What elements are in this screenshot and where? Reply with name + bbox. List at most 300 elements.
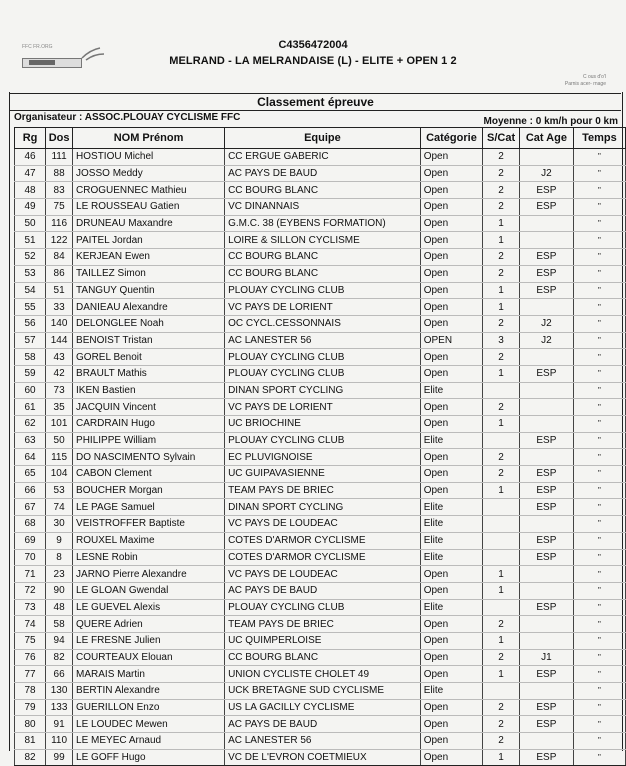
cell-age-category: [519, 399, 573, 416]
cell-rider-name: JOSSO Meddy: [73, 165, 225, 182]
cell-bib: 8: [46, 549, 73, 566]
cell-bib: 82: [46, 649, 73, 666]
cell-rank: 79: [15, 699, 46, 716]
table-row: [15, 516, 626, 533]
cell-bib: 88: [46, 165, 73, 182]
table-row: [15, 449, 626, 466]
cell-bib: 75: [46, 199, 73, 216]
classement-title: Classement épreuve: [10, 93, 621, 111]
cell-category: Elite: [420, 382, 482, 399]
cell-rider-name: LE MEYEC Arnaud: [73, 733, 225, 750]
cell-subcategory: 2: [483, 699, 520, 716]
cell-bib: 91: [46, 716, 73, 733]
cell-category: Open: [420, 215, 482, 232]
cell-team: DINAN SPORT CYCLING: [225, 499, 421, 516]
cell-rank: 50: [15, 215, 46, 232]
cell-time: ": [573, 482, 625, 499]
cell-category: Open: [420, 299, 482, 316]
cell-bib: 144: [46, 332, 73, 349]
cell-subcategory: 2: [483, 149, 520, 166]
cell-bib: 90: [46, 582, 73, 599]
cell-rank: 65: [15, 466, 46, 483]
cell-team: UC BRIOCHINE: [225, 416, 421, 433]
cell-rank: 53: [15, 265, 46, 282]
cell-rank: 59: [15, 365, 46, 382]
cell-category: Open: [420, 416, 482, 433]
cell-category: Open: [420, 232, 482, 249]
cell-age-category: [519, 733, 573, 750]
cell-category: Elite: [420, 683, 482, 700]
cell-subcategory: 2: [483, 249, 520, 266]
cell-rank: 77: [15, 666, 46, 683]
cell-category: Open: [420, 249, 482, 266]
table-row: [15, 165, 626, 182]
cell-time: ": [573, 666, 625, 683]
cell-age-category: [519, 566, 573, 583]
table-row: [15, 599, 626, 616]
cell-team: CC BOURG BLANC: [225, 249, 421, 266]
cell-time: ": [573, 199, 625, 216]
table-row: [15, 749, 626, 766]
cell-team: UCK BRETAGNE SUD CYCLISME: [225, 683, 421, 700]
cell-category: Elite: [420, 516, 482, 533]
cell-rank: 69: [15, 532, 46, 549]
cell-bib: 33: [46, 299, 73, 316]
cell-age-category: ESP: [519, 432, 573, 449]
cell-time: ": [573, 683, 625, 700]
cell-team: TEAM PAYS DE BRIEC: [225, 482, 421, 499]
cell-rank: 57: [15, 332, 46, 349]
cell-rider-name: BOUCHER Morgan: [73, 482, 225, 499]
cell-rank: 80: [15, 716, 46, 733]
cell-bib: 42: [46, 365, 73, 382]
cell-rank: 78: [15, 683, 46, 700]
cell-time: ": [573, 649, 625, 666]
cell-rank: 48: [15, 182, 46, 199]
cell-team: UNION CYCLISTE CHOLET 49: [225, 666, 421, 683]
cell-age-category: ESP: [519, 749, 573, 766]
cell-category: Open: [420, 282, 482, 299]
cell-rider-name: LESNE Robin: [73, 549, 225, 566]
cell-rank: 68: [15, 516, 46, 533]
cell-team: PLOUAY CYCLING CLUB: [225, 365, 421, 382]
cell-subcategory: 2: [483, 466, 520, 483]
federation-logo-text: FFC FR.ORG: [22, 44, 53, 50]
cell-subcategory: 3: [483, 332, 520, 349]
table-row: [15, 299, 626, 316]
cell-rider-name: CABON Clement: [73, 466, 225, 483]
cell-bib: 86: [46, 265, 73, 282]
table-row: [15, 315, 626, 332]
cell-time: ": [573, 566, 625, 583]
table-row: [15, 182, 626, 199]
cell-time: ": [573, 549, 625, 566]
cell-bib: 130: [46, 683, 73, 700]
cell-category: Open: [420, 399, 482, 416]
table-row: [15, 716, 626, 733]
cell-subcategory: [483, 683, 520, 700]
cell-team: EC PLUVIGNOISE: [225, 449, 421, 466]
cell-rider-name: HOSTIOU Michel: [73, 149, 225, 166]
cell-team: VC PAYS DE LORIENT: [225, 399, 421, 416]
cell-category: Elite: [420, 499, 482, 516]
cell-rank: 49: [15, 199, 46, 216]
table-row: [15, 666, 626, 683]
cell-rider-name: KERJEAN Ewen: [73, 249, 225, 266]
cell-rank: 82: [15, 749, 46, 766]
cell-rank: 55: [15, 299, 46, 316]
cell-category: Open: [420, 699, 482, 716]
cell-rank: 63: [15, 432, 46, 449]
cell-bib: 23: [46, 566, 73, 583]
cell-subcategory: 1: [483, 416, 520, 433]
cell-bib: 94: [46, 632, 73, 649]
cell-bib: 48: [46, 599, 73, 616]
cell-age-category: [519, 516, 573, 533]
cell-rank: 54: [15, 282, 46, 299]
cell-subcategory: 2: [483, 265, 520, 282]
cell-age-category: J2: [519, 165, 573, 182]
table-row: [15, 349, 626, 366]
cell-category: Elite: [420, 432, 482, 449]
cell-team: PLOUAY CYCLING CLUB: [225, 432, 421, 449]
cell-team: COTES D'ARMOR CYCLISME: [225, 549, 421, 566]
cell-rank: 70: [15, 549, 46, 566]
cell-subcategory: 2: [483, 199, 520, 216]
cell-subcategory: 1: [483, 566, 520, 583]
cell-time: ": [573, 149, 625, 166]
cell-subcategory: 2: [483, 733, 520, 750]
cell-subcategory: [483, 532, 520, 549]
cell-time: ": [573, 249, 625, 266]
cell-subcategory: 2: [483, 616, 520, 633]
cell-category: OPEN: [420, 332, 482, 349]
cell-subcategory: 1: [483, 749, 520, 766]
cell-category: Open: [420, 733, 482, 750]
cell-team: AC PAYS DE BAUD: [225, 582, 421, 599]
results-table: [14, 127, 626, 766]
cell-team: LOIRE & SILLON CYCLISME: [225, 232, 421, 249]
cell-age-category: [519, 616, 573, 633]
cell-time: ": [573, 349, 625, 366]
cell-subcategory: 2: [483, 165, 520, 182]
cell-rank: 71: [15, 566, 46, 583]
table-row: [15, 632, 626, 649]
cell-team: G.M.C. 38 (EYBENS FORMATION): [225, 215, 421, 232]
cell-rider-name: LE GLOAN Gwendal: [73, 582, 225, 599]
cell-team: TEAM PAYS DE BRIEC: [225, 616, 421, 633]
cell-rider-name: LE LOUDEC Mewen: [73, 716, 225, 733]
cell-age-category: [519, 299, 573, 316]
cell-subcategory: 2: [483, 716, 520, 733]
cell-subcategory: 1: [483, 232, 520, 249]
cell-age-category: ESP: [519, 265, 573, 282]
cell-subcategory: 2: [483, 449, 520, 466]
cell-time: ": [573, 416, 625, 433]
table-row: [15, 566, 626, 583]
table-row: [15, 699, 626, 716]
col-header-dos: Dos: [46, 128, 73, 149]
cell-time: ": [573, 699, 625, 716]
cell-team: UC GUIPAVASIENNE: [225, 466, 421, 483]
col-header-nom: NOM Prénom: [73, 128, 225, 149]
cell-age-category: [519, 232, 573, 249]
cell-category: Open: [420, 632, 482, 649]
cell-age-category: [519, 215, 573, 232]
cell-category: Elite: [420, 549, 482, 566]
cell-age-category: ESP: [519, 532, 573, 549]
cell-age-category: ESP: [519, 199, 573, 216]
cell-category: Open: [420, 666, 482, 683]
table-row: [15, 215, 626, 232]
cell-age-category: ESP: [519, 499, 573, 516]
cell-rider-name: TANGUY Quentin: [73, 282, 225, 299]
cell-category: Open: [420, 349, 482, 366]
cell-rider-name: QUERE Adrien: [73, 616, 225, 633]
header-note-1: C ous d'o'l: [582, 74, 606, 80]
cell-rank: 73: [15, 599, 46, 616]
col-header-categorie: Catégorie: [420, 128, 482, 149]
cell-time: ": [573, 265, 625, 282]
cell-time: ": [573, 182, 625, 199]
cell-age-category: [519, 449, 573, 466]
table-row: [15, 432, 626, 449]
cell-rider-name: TAILLEZ Simon: [73, 265, 225, 282]
cell-age-category: ESP: [519, 182, 573, 199]
cell-category: Elite: [420, 532, 482, 549]
cell-rider-name: BENOIST Tristan: [73, 332, 225, 349]
cell-category: Open: [420, 566, 482, 583]
cell-rank: 56: [15, 315, 46, 332]
table-row: [15, 532, 626, 549]
cell-team: CC BOURG BLANC: [225, 265, 421, 282]
moyenne: Moyenne : 0 km/h pour 0 km: [483, 116, 618, 127]
cell-subcategory: 1: [483, 365, 520, 382]
cell-team: VC PAYS DE LORIENT: [225, 299, 421, 316]
cell-category: Elite: [420, 599, 482, 616]
col-header-scat: S/Cat: [483, 128, 520, 149]
cell-bib: 111: [46, 149, 73, 166]
cell-time: ": [573, 232, 625, 249]
cell-rider-name: GOREL Benoit: [73, 349, 225, 366]
cell-age-category: ESP: [519, 666, 573, 683]
cell-age-category: ESP: [519, 282, 573, 299]
cell-subcategory: [483, 549, 520, 566]
cell-category: Open: [420, 466, 482, 483]
cell-rank: 76: [15, 649, 46, 666]
cell-team: CC BOURG BLANC: [225, 182, 421, 199]
cell-time: ": [573, 716, 625, 733]
cell-subcategory: [483, 499, 520, 516]
cell-bib: 53: [46, 482, 73, 499]
cell-age-category: [519, 349, 573, 366]
cell-team: VC PAYS DE LOUDEAC: [225, 516, 421, 533]
cell-bib: 66: [46, 666, 73, 683]
cell-team: PLOUAY CYCLING CLUB: [225, 349, 421, 366]
cell-bib: 101: [46, 416, 73, 433]
cell-age-category: [519, 382, 573, 399]
cell-age-category: ESP: [519, 482, 573, 499]
cell-age-category: [519, 149, 573, 166]
cell-category: Open: [420, 749, 482, 766]
table-header-row: [15, 128, 626, 149]
cell-category: Open: [420, 182, 482, 199]
table-row: [15, 466, 626, 483]
cell-rider-name: JACQUIN Vincent: [73, 399, 225, 416]
cell-subcategory: 1: [483, 582, 520, 599]
col-header-equipe: Equipe: [225, 128, 421, 149]
cell-team: AC LANESTER 56: [225, 733, 421, 750]
table-row: [15, 649, 626, 666]
cell-time: ": [573, 315, 625, 332]
cell-team: AC PAYS DE BAUD: [225, 165, 421, 182]
cell-team: COTES D'ARMOR CYCLISME: [225, 532, 421, 549]
table-row: [15, 232, 626, 249]
cell-rank: 61: [15, 399, 46, 416]
table-row: [15, 549, 626, 566]
cell-category: Open: [420, 149, 482, 166]
cell-rank: 66: [15, 482, 46, 499]
cell-bib: 99: [46, 749, 73, 766]
cell-rank: 81: [15, 733, 46, 750]
table-row: [15, 499, 626, 516]
table-row: [15, 733, 626, 750]
cell-age-category: ESP: [519, 716, 573, 733]
cell-subcategory: 2: [483, 182, 520, 199]
cell-time: ": [573, 382, 625, 399]
table-row: [15, 249, 626, 266]
cell-rank: 58: [15, 349, 46, 366]
cell-category: Open: [420, 649, 482, 666]
cell-time: ": [573, 733, 625, 750]
cell-age-category: ESP: [519, 699, 573, 716]
cell-team: VC DE L'EVRON COETMIEUX: [225, 749, 421, 766]
cell-rider-name: BERTIN Alexandre: [73, 683, 225, 700]
cell-time: ": [573, 449, 625, 466]
table-row: [15, 199, 626, 216]
cell-rank: 60: [15, 382, 46, 399]
table-row: [15, 332, 626, 349]
cell-rider-name: DO NASCIMENTO Sylvain: [73, 449, 225, 466]
cell-age-category: J2: [519, 315, 573, 332]
cell-bib: 9: [46, 532, 73, 549]
cell-rank: 46: [15, 149, 46, 166]
cell-team: PLOUAY CYCLING CLUB: [225, 599, 421, 616]
cell-category: Open: [420, 315, 482, 332]
cell-age-category: [519, 582, 573, 599]
cell-age-category: J1: [519, 649, 573, 666]
cell-bib: 51: [46, 282, 73, 299]
cell-time: ": [573, 365, 625, 382]
race-code: C4356472004: [278, 39, 348, 51]
cell-category: Open: [420, 616, 482, 633]
cell-bib: 140: [46, 315, 73, 332]
cell-time: ": [573, 466, 625, 483]
cell-rank: 74: [15, 616, 46, 633]
table-row: [15, 265, 626, 282]
cell-subcategory: [483, 382, 520, 399]
cell-team: CC ERGUE GABERIC: [225, 149, 421, 166]
cell-bib: 30: [46, 516, 73, 533]
cell-rider-name: GUERILLON Enzo: [73, 699, 225, 716]
table-row: [15, 616, 626, 633]
cell-bib: 50: [46, 432, 73, 449]
table-row: [15, 482, 626, 499]
cell-rider-name: DELONGLEE Noah: [73, 315, 225, 332]
cell-rider-name: CARDRAIN Hugo: [73, 416, 225, 433]
cell-time: ": [573, 616, 625, 633]
cell-time: ": [573, 532, 625, 549]
table-row: [15, 416, 626, 433]
cell-subcategory: [483, 599, 520, 616]
cell-subcategory: 2: [483, 349, 520, 366]
cell-time: ": [573, 599, 625, 616]
cell-age-category: [519, 416, 573, 433]
cell-rider-name: LE FRESNE Julien: [73, 632, 225, 649]
cell-rider-name: LE GUEVEL Alexis: [73, 599, 225, 616]
organisateur: Organisateur : ASSOC.PLOUAY CYCLISME FFC: [14, 112, 241, 123]
cell-subcategory: 1: [483, 282, 520, 299]
cell-bib: 115: [46, 449, 73, 466]
cell-category: Open: [420, 449, 482, 466]
cell-team: AC LANESTER 56: [225, 332, 421, 349]
cell-rider-name: COURTEAUX Elouan: [73, 649, 225, 666]
cell-bib: 133: [46, 699, 73, 716]
cell-category: Open: [420, 716, 482, 733]
table-row: [15, 382, 626, 399]
table-row: [15, 399, 626, 416]
cell-subcategory: 2: [483, 399, 520, 416]
cell-bib: 116: [46, 215, 73, 232]
table-row: [15, 683, 626, 700]
cell-rider-name: VEISTROFFER Baptiste: [73, 516, 225, 533]
cell-age-category: [519, 683, 573, 700]
cell-subcategory: 1: [483, 666, 520, 683]
cell-rider-name: PHILIPPE William: [73, 432, 225, 449]
cell-category: Open: [420, 265, 482, 282]
cell-team: CC BOURG BLANC: [225, 649, 421, 666]
cell-subcategory: [483, 432, 520, 449]
cell-bib: 84: [46, 249, 73, 266]
cell-age-category: ESP: [519, 466, 573, 483]
col-header-temps: Temps: [573, 128, 625, 149]
cell-rider-name: BRAULT Mathis: [73, 365, 225, 382]
cell-time: ": [573, 582, 625, 599]
cell-time: ": [573, 632, 625, 649]
cell-subcategory: 1: [483, 632, 520, 649]
cell-age-category: [519, 632, 573, 649]
col-header-cat-age: Cat Age: [519, 128, 573, 149]
cell-time: ": [573, 215, 625, 232]
cell-rank: 51: [15, 232, 46, 249]
cell-time: ": [573, 499, 625, 516]
cell-bib: 73: [46, 382, 73, 399]
cell-subcategory: 1: [483, 482, 520, 499]
cell-bib: 83: [46, 182, 73, 199]
cell-age-category: ESP: [519, 599, 573, 616]
cell-rank: 72: [15, 582, 46, 599]
cell-team: UC QUIMPERLOISE: [225, 632, 421, 649]
cell-rider-name: MARAIS Martin: [73, 666, 225, 683]
cell-age-category: J2: [519, 332, 573, 349]
cell-team: OC CYCL.CESSONNAIS: [225, 315, 421, 332]
cell-rider-name: CROGUENNEC Mathieu: [73, 182, 225, 199]
col-header-rg: Rg: [15, 128, 46, 149]
cell-bib: 43: [46, 349, 73, 366]
cell-rider-name: LE ROUSSEAU Gatien: [73, 199, 225, 216]
cell-bib: 110: [46, 733, 73, 750]
cell-team: US LA GACILLY CYCLISME: [225, 699, 421, 716]
